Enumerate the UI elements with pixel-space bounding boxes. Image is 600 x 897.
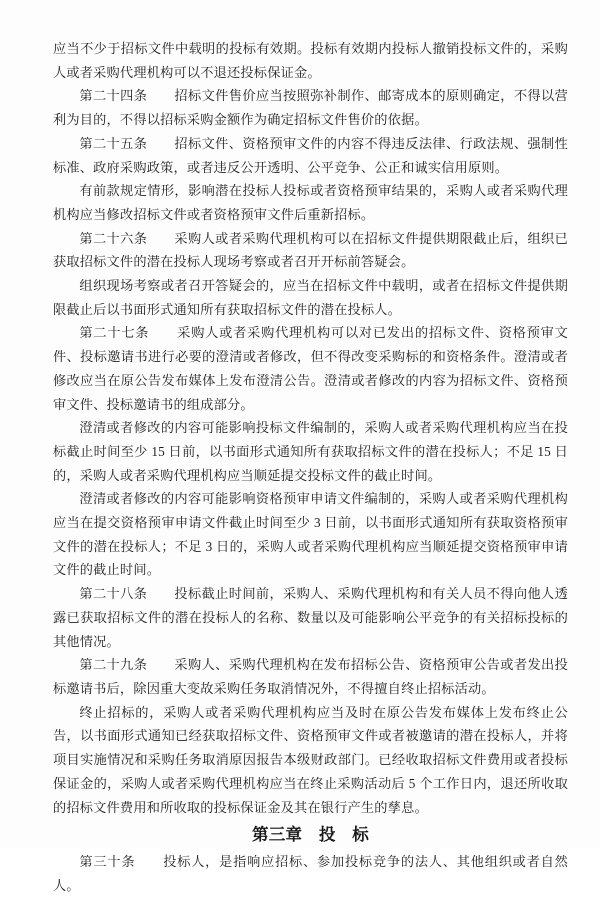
paragraph-article-28: 第二十八条 投标截止时间前，采购人、采购代理机构和有关人员不得向他人透露已获取招标文件的潜在投标人的名称、数量以及可能影响公平竞争的有关招标投标的其他情况。 <box>53 586 568 649</box>
paragraph-article-30: 第三十条 投标人，是指响应招标、参加投标竞争的法人、其他组织或者自然人。 <box>53 853 568 893</box>
paragraph-article-26: 第二十六条 采购人或者采购代理机构可以在招标文件提供期限截止后，组织已获取招标文件的潜在投标人现场考察或者召开开标前答疑会。 <box>53 230 568 270</box>
paragraph-article-27: 第二十七条 采购人或者采购代理机构可以对已发出的招标文件、资格预审文件、投标邀请书进行必要的澄清或者修改，但不得改变采购标的和资格条件。澄清或者修改应当在原公告发布媒体上发布澄清公告。澄清或者修改的内容为招标文件、资格预审文件、投标邀请书的组成部分。 <box>53 325 568 412</box>
paragraph-article-25: 第二十五条 招标文件、资格预审文件的内容不得违反法律、行政法规、强制性标准、政府采购政策，或者违反公开透明、公平竞争、公正和诚实信用原则。 <box>53 135 568 175</box>
paragraph-article-29-clause-2: 终止招标的，采购人或者采购代理机构应当及时在原公告发布媒体上发布终止公告，以书面形式通知已经获取招标文件、资格预审文件或者被邀请的潜在投标人，并将项目实施情况和采购任务取消原因报告本级财政部门。已经收取招标文件费用或者投标保证金的，采购人或者采购代理机构应当在终止采购活动后 5 个工作日内，退还所收取的招标文件费用和所收取的投标保证金及其在银行产生的孳息。 <box>53 704 568 815</box>
paragraph-article-25-clause-2: 有前款规定情形，影响潜在投标人投标或者资格预审结果的，采购人或者采购代理机构应当修改招标文件或者资格预审文件后重新招标。 <box>53 183 568 222</box>
paragraph-article-29: 第二十九条 采购人、采购代理机构在发布招标公告、资格预审公告或者发出投标邀请书后，除因重大变故采购任务取消情况外，不得擅自终止招标活动。 <box>53 657 568 696</box>
paragraph-continuation-bid-validity: 应当不少于招标文件中载明的投标有效期。投标有效期内投标人撤销投标文件的，采购人或者采购代理机构可以不退还投标保证金。 <box>53 41 568 80</box>
document-content <box>53 37 568 897</box>
paragraph-article-24: 第二十四条 招标文件售价应当按照弥补制作、邮寄成本的原则确定，不得以营利为目的，不得以招标采购金额作为确定招标文件售价的依据。 <box>53 88 568 128</box>
paragraph-article-27-clause-3: 澄清或者修改的内容可能影响资格预审申请文件编制的，采购人或者采购代理机构应当在提交资格预审申请文件截止时间至少 3 日前，以书面形式通知所有获取资格预审文件的潜在投标人；不足 3 日的，采购人或者采购代理机构应当顺延提交资格预审申请文件的截止时间。 <box>53 491 568 578</box>
paragraph-article-27-clause-2: 澄清或者修改的内容可能影响投标文件编制的，采购人或者采购代理机构应当在投标截止时间至少 15 日前，以书面形式通知所有获取招标文件的潜在投标人；不足 15 日的，采购人或者采购代理机构应当顺延提交投标文件的截止时间。 <box>53 420 568 483</box>
paragraph-article-26-clause-2: 组织现场考察或者召开答疑会的，应当在招标文件中载明，或者在招标文件提供期限截止后以书面形式通知所有获取招标文件的潜在投标人。 <box>53 278 568 317</box>
chapter-heading: 第三章 投 标 <box>252 824 369 844</box>
